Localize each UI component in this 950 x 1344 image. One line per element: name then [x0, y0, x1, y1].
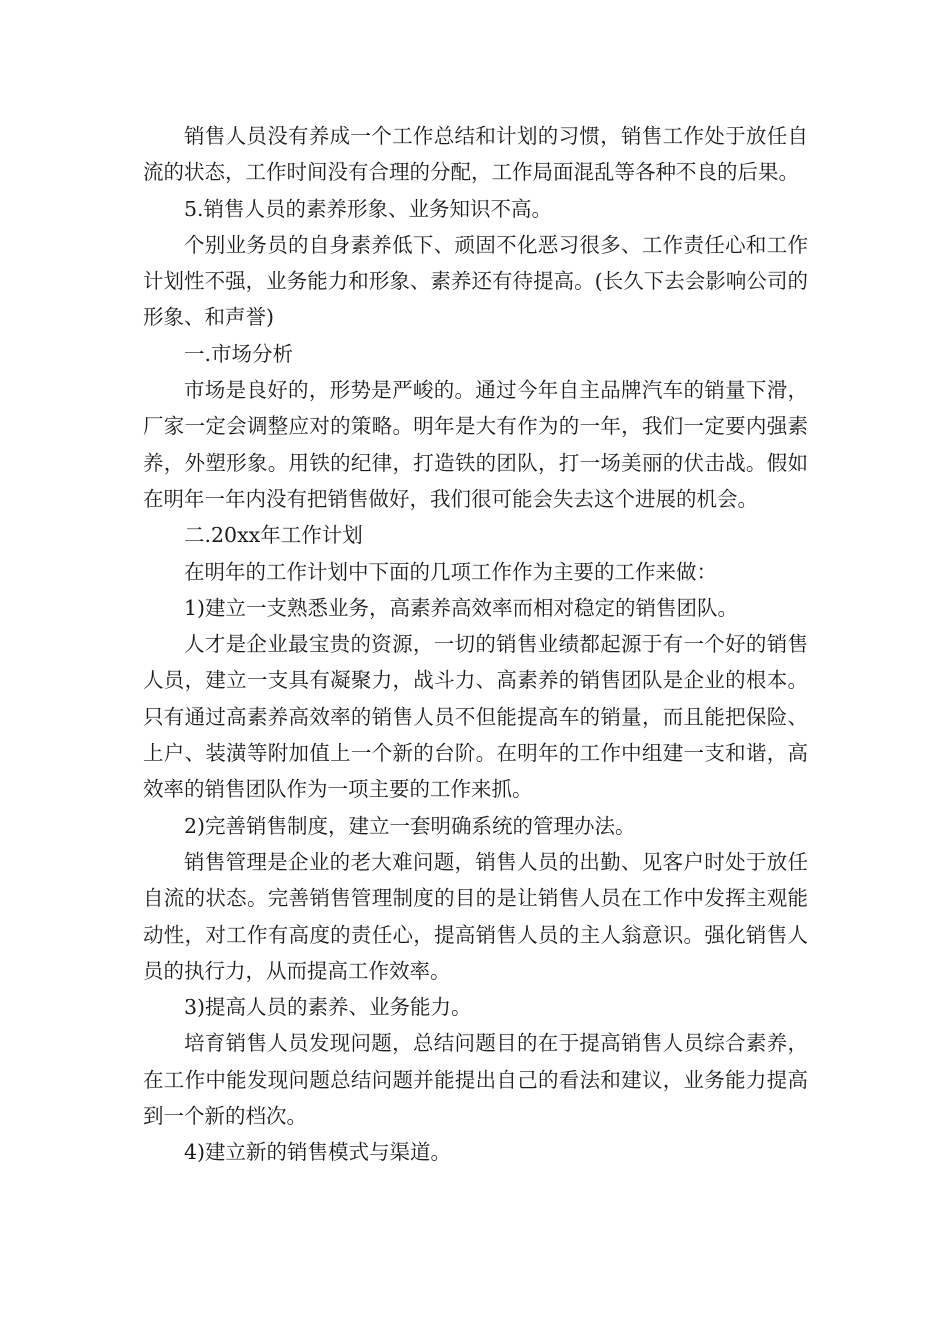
paragraph-plan-intro: 在明年的工作计划中下面的几项工作作为主要的工作来做：: [184, 559, 717, 584]
paragraph-market: 市场是良好的，形势是严峻的。通过今年自主品牌汽车的销量下滑，厂家一定会调整应对的策略。明年是大有作为的一年，我们一定要内强素养，外塑形象。用铁的纪律，打造铁的团队，打一场美丽的伏击战。假如在明年一年内没有把销售做好，我们很可能会失去这个进展的机会。: [143, 378, 808, 511]
paragraph-sales-management: 销售管理是企业的老大难问题，销售人员的出勤、见客户时处于放任自流的状态。完善销售管理制度的目的是让销售人员在工作中发挥主观能动性，对工作有高度的责任心，提高销售人员的主人翁意识。强化销售人员的执行力，从而提高工作效率。: [143, 849, 808, 983]
paragraph-training: 培育销售人员发现问题，总结问题目的在于提高销售人员综合素养，在工作中能发现问题总结问题并能提出自己的看法和建议，业务能力提高到一个新的档次。: [143, 1031, 808, 1129]
paragraph-individual-quality: 个别业务员的自身素养低下、顽固不化恶习很多、工作责任心和工作计划性不强，业务能力和形象、素养还有待提高。(长久下去会影响公司的形象、和声誉): [143, 232, 808, 330]
paragraph-summary-habit: 销售人员没有养成一个工作总结和计划的习惯，销售工作处于放任自流的状态，工作时间没有合理的分配，工作局面混乱等各种不良的后果。: [143, 124, 808, 185]
paragraph-talent: 人才是企业最宝贵的资源，一切的销售业绩都起源于有一个好的销售人员，建立一支具有凝聚力，战斗力、高素养的销售团队是企业的根本。只有通过高素养高效率的销售人员不但能提高车的销量，而且能把保险、上户、装潢等附加值上一个新的台阶。在明年的工作中组建一支和谐，高效率的销售团队作为一项主要的工作来抓。: [143, 632, 808, 802]
document-body: [143, 118, 808, 1171]
heading-work-plan: 二.20xx年工作计划: [184, 523, 363, 548]
heading-plan-item-1: 1)建立一支熟悉业务，高素养高效率而相对稳定的销售团队。: [184, 595, 739, 620]
heading-market-analysis: 一.市场分析: [184, 341, 294, 366]
heading-plan-item-2: 2)完善销售制度，建立一套明确系统的管理办法。: [184, 813, 636, 838]
heading-plan-item-4: 4)建立新的销售模式与渠道。: [184, 1140, 452, 1165]
heading-plan-item-3: 3)提高人员的素养、业务能力。: [184, 995, 472, 1020]
heading-quality-knowledge: 5.销售人员的素养形象、业务知识不高。: [184, 196, 553, 221]
